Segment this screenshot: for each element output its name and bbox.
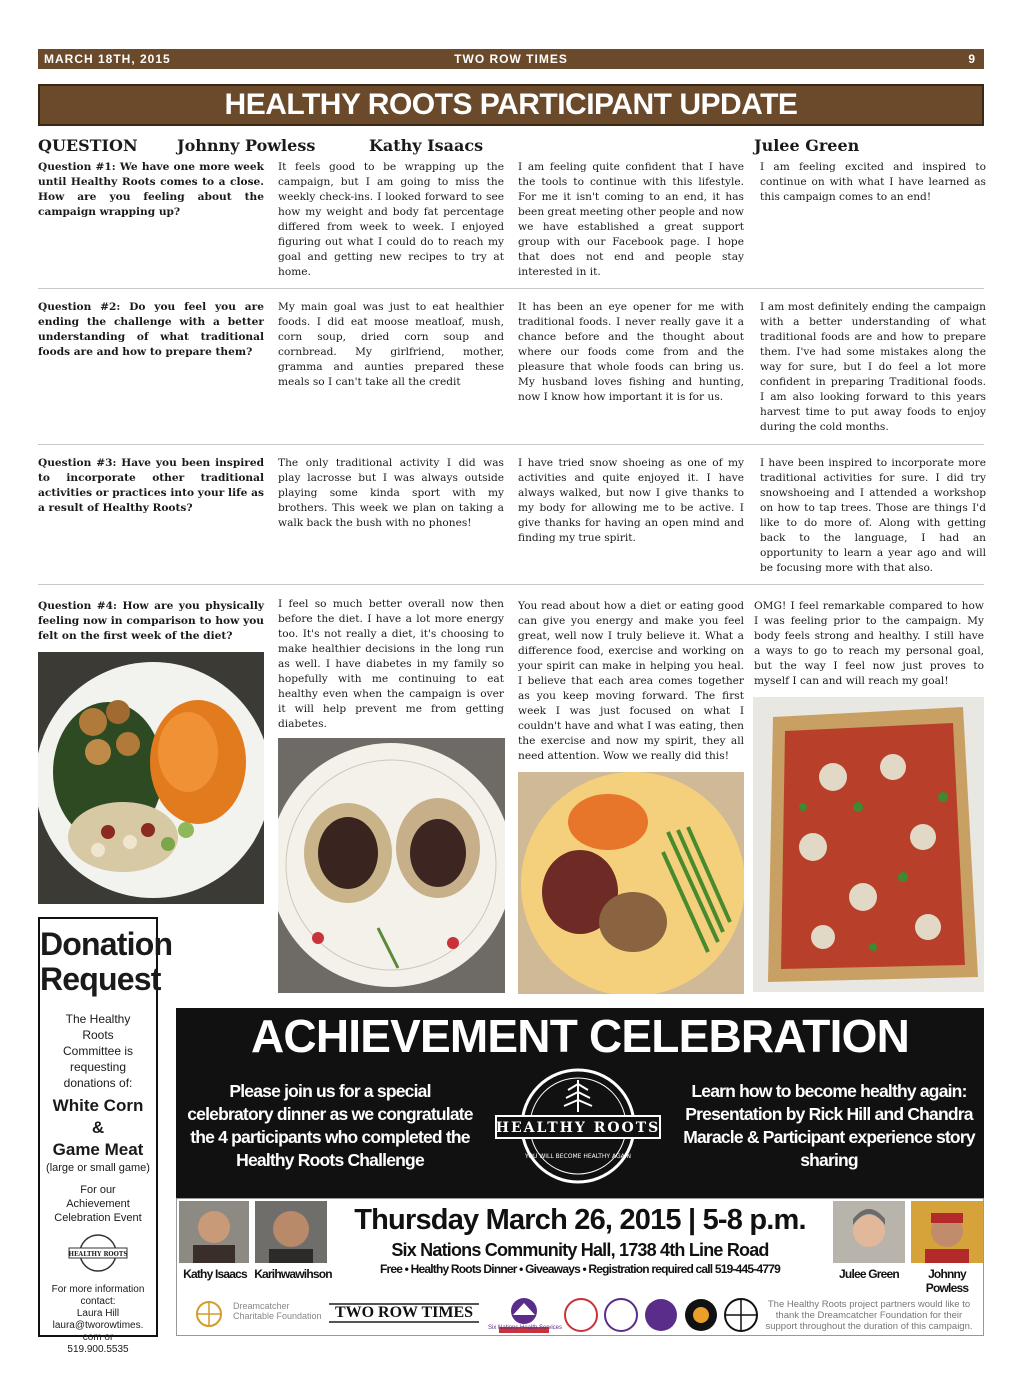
sponsor-thanks: The Healthy Roots project partners would like to thank the Dreamcatcher Foundation for their support throughout the duration of this campaign. [765, 1299, 973, 1332]
event-details: Free • Healthy Roots Dinner • Giveaways • Registration required call 519-445-4779 [380, 1262, 780, 1276]
question-3: Question #3: Have you been inspired to incorporate other traditional activities or practices into your life as a result of Healthy Roots? [38, 457, 264, 514]
healthy-roots-logo-small [63, 1233, 133, 1273]
event-title: ACHIEVEMENT CELEBRATION [251, 1010, 909, 1062]
answer-1-julee: I am feeling excited and inspired to continue on with what I have learned as this campaign comes to an end! [760, 161, 986, 203]
column-head-julee: Julee Green [754, 136, 860, 155]
donation-intro: The Healthy Roots Committee is requesting donations of: [62, 1012, 133, 1090]
donation-item-corn: White Corn [52, 1096, 144, 1115]
caption-johnny-powless: Johnny Powless [925, 1267, 969, 1295]
section-banner: HEALTHY ROOTS PARTICIPANT UPDATE [38, 84, 984, 126]
donation-note: (large or small game) [46, 1162, 150, 1174]
portrait-karihwawihson [255, 1201, 327, 1263]
paper-name: TWO ROW TIMES [454, 52, 568, 66]
answer-1-johnny: It feels good to be wrapping up the campaign, but I am going to miss the weekly check-ins. I looked forward to see how my weight and body fat percentage differed from week to week. I enjoyed figuring out what I could do to reach my goal and getting new recipes to try at home. [278, 161, 504, 278]
dreamcatcher-logo-icon [189, 1299, 229, 1329]
donation-contact-email: laura@tworowtimes. [52, 1320, 144, 1331]
healthy-roots-logo-text: HEALTHY ROOTS [495, 1120, 661, 1136]
answer-3-kathy: I have tried snow shoeing as one of my activities and quite enjoyed it. I have always walked, but now I give thanks to my body for allowing me to be active. I give thanks for having an open mind and finding my true spirit. [518, 457, 744, 544]
healthy-roots-logo-text-small: HEALTHY ROOTS [68, 1251, 128, 1258]
caption-julee-green: Julee Green [839, 1267, 899, 1281]
food-photo-plate [38, 652, 264, 904]
answer-1-kathy: I am feeling quite confident that I have the tools to continue with this lifestyle. For me it isn't coming to an end, it has been great meeting other people and now we have established a great support group with our Facebook page. I hope that does not end and people stay interested in it. [518, 161, 744, 278]
portrait-johnny-powless [911, 1201, 983, 1263]
question-4: Question #4: How are you physically feeling now in comparison to how you felt on the first week of the diet? [38, 600, 264, 642]
answer-4-julee: OMG! I feel remarkable compared to how I was feeling prior to the campaign. My body feels strong and healthy. I still have a ways to go to reach my personal goal, but the way I feel now just proves to myself I can and will reach my goal! [754, 600, 984, 687]
page-header-bar [38, 49, 984, 69]
donation-contact-email-2: com or [82, 1332, 114, 1343]
page-number: 9 [968, 52, 976, 66]
sponsor-six-nations-health: Six Nations Health Services [487, 1325, 563, 1331]
answer-4-johnny: I feel so much better overall now then before the diet. I have a lot more energy too. It's not really a diet, it's choosing to make healthier decisions in the long run as well. I have diabetes in my family so hopefully with me continuing to eat healthy even when the campaign is over it will help prevent me from getting diabetes. [278, 598, 504, 730]
donation-ampersand: & [91, 1118, 105, 1137]
question-2: Question #2: Do you feel you are ending the challenge with a better understanding of what traditional foods are and how to prepare them? [38, 301, 264, 358]
answer-3-julee: I have been inspired to incorporate more traditional activities for sure. I did try snowshoeing and I attended a workshop on how to tap trees. Those are things I'd like to do more of. Along with getting back to the language, I had an opportunity to learn a year ago and will be focusing more with that also. [760, 457, 986, 574]
caption-karihwawihson: Karihwawihson [254, 1267, 332, 1281]
event-presentation-text: Learn how to become healthy again: Presentation by Rick Hill and Chandra Maracle & Participant experience story sharing [683, 1081, 975, 1170]
sponsor-two-row-times: TWO ROW TIMES [329, 1303, 479, 1323]
answer-4-kathy: You read about how a diet or eating good can give you energy and make you feel great, well now I truly believe it. What a difference food, exercise and working on your spirit can make in helping you heal. I believe that each area comes together as you keep moving forward. The first week I was just focused on what I couldn't have and what I was eating, then the exercise and now my spirit, they all need attention. Wow we really did this! [518, 600, 744, 762]
answer-2-kathy: It has been an eye opener for me with traditional foods. I never really gave it a chance before and the thought about where our foods come from and the pleasure that whole foods can bring us. My husband loves fishing and hunting, now I know how important it is for us. [518, 301, 744, 403]
donation-contact-phone: 519.900.5535 [67, 1344, 129, 1355]
column-head-kathy: Kathy Isaacs [369, 136, 484, 155]
donation-title-2: Request [40, 961, 161, 997]
donation-purpose: For our Achievement Celebration Event [54, 1184, 142, 1224]
donation-request-box [38, 917, 173, 1355]
answer-2-johnny: My main goal was just to eat healthier foods. I did eat moose meatloaf, mush, corn soup, dried corn soup and cornbread. My girlfriend, mother, gramma and aunties prepared these meals so I can't take all the credit [278, 301, 504, 388]
event-date: Thursday March 26, 2015 | 5-8 p.m. [354, 1204, 806, 1236]
partner-logo-1-icon [565, 1299, 597, 1331]
question-1: Question #1: We have one more week until Healthy Roots comes to a close. How are you feeling about the campaign wrapping up? [38, 161, 264, 218]
donation-contact: For more information contact: [51, 1284, 145, 1307]
event-invite-text: Please join us for a special celebratory dinner as we congratulate the 4 participants who completed the Healthy Roots Challenge [187, 1081, 473, 1170]
column-head-question: QUESTION [38, 136, 138, 155]
event-panel [176, 1008, 984, 1198]
event-venue: Six Nations Community Hall, 1738 4th Line Road [391, 1240, 769, 1260]
food-photo-pizza [753, 697, 984, 992]
row-divider [38, 584, 984, 585]
row-divider [38, 288, 984, 289]
portrait-julee-green [833, 1201, 905, 1263]
sponsor-dreamcatcher: Dreamcatcher Charitable Foundation [233, 1301, 322, 1321]
food-photo-steak [518, 772, 744, 994]
caption-kathy-isaacs: Kathy Isaacs [183, 1267, 247, 1281]
partner-logo-2-icon [605, 1299, 637, 1331]
portrait-kathy-isaacs [179, 1201, 249, 1263]
donation-contact-name: Laura Hill [76, 1308, 120, 1319]
row-divider [38, 444, 984, 445]
partner-logos-row [563, 1297, 763, 1333]
column-head-johnny: Johnny Powless [177, 136, 316, 155]
logo-motto: YOU WILL BECOME HEALTHY AGAIN [524, 1153, 632, 1160]
event-details-panel [176, 1198, 984, 1336]
food-photo-stuffed [278, 738, 505, 993]
healthy-roots-logo [488, 1058, 668, 1194]
partner-logo-3-icon [645, 1299, 677, 1331]
answer-3-johnny: The only traditional activity I did was play lacrosse but I was always outside playing some kinda sport with my brothers. This week we plan on taking a walk back the bush with no phones! [278, 457, 504, 529]
donation-item-game: Game Meat [52, 1140, 144, 1159]
donation-title: Donation [40, 926, 173, 962]
answer-2-julee: I am most definitely ending the campaign with a better understanding of what traditional foods are and how to prepare them. I've had some mistakes along the way for sure, but I do feel a lot more confident in preparing Traditional foods. I am also looking forward to this years harvest time to put away foods to enjoy during the cold months. [760, 301, 986, 433]
issue-date: MARCH 18TH, 2015 [44, 52, 171, 66]
